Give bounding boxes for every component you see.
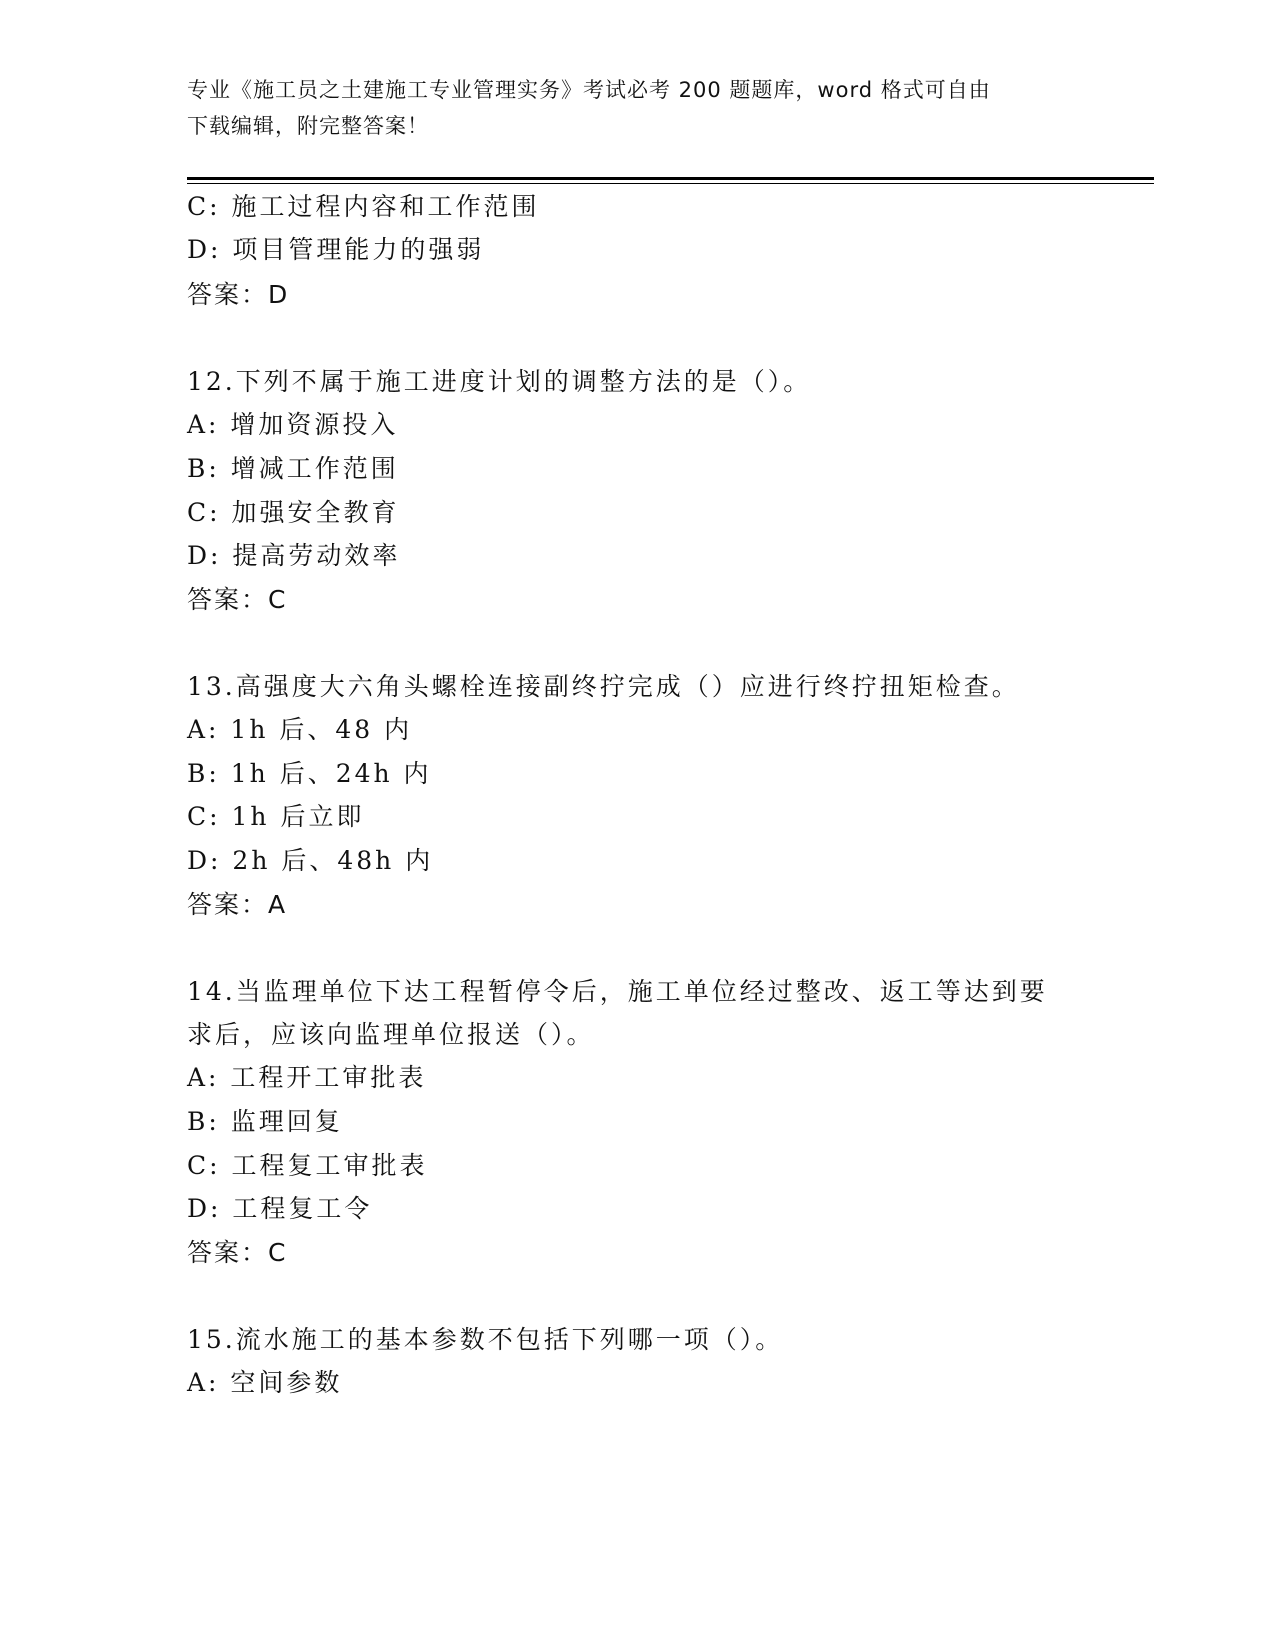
q14-question-line-2: 求后，应该向监理单位报送（）。 bbox=[187, 1020, 595, 1049]
q12-option-b: B: 增减工作范围 bbox=[187, 454, 399, 483]
q13-option-b: B: 1h 后、24h 内 bbox=[187, 759, 432, 788]
q13-question: 13.高强度大六角头螺栓连接副终拧完成（）应进行终拧扭矩检查。 bbox=[187, 672, 1020, 701]
q14-option-a: A: 工程开工审批表 bbox=[187, 1063, 427, 1092]
q15-question: 15.流水施工的基本参数不包括下列哪一项（）。 bbox=[187, 1325, 784, 1354]
q12-answer: 答案：C bbox=[187, 585, 288, 614]
header-line-2: 下载编辑，附完整答案！ bbox=[187, 114, 429, 138]
header-divider-thick bbox=[187, 177, 1154, 180]
header-line-1: 专业《施工员之土建施工专业管理实务》考试必考 200 题题库，word 格式可自由 bbox=[187, 78, 991, 102]
q13-option-d: D: 2h 后、48h 内 bbox=[187, 846, 434, 875]
q13-option-a: A: 1h 后、48 内 bbox=[187, 715, 413, 744]
q14-answer: 答案：C bbox=[187, 1238, 288, 1267]
q14-option-c: C: 工程复工审批表 bbox=[187, 1151, 428, 1180]
document-header bbox=[187, 72, 1087, 144]
q12-question: 12.下列不属于施工进度计划的调整方法的是（）。 bbox=[187, 367, 812, 396]
q11-option-d: D: 项目管理能力的强弱 bbox=[187, 235, 485, 264]
q12-option-c: C: 加强安全教育 bbox=[187, 498, 400, 527]
q14-option-d: D: 工程复工令 bbox=[187, 1194, 373, 1223]
q13-option-c: C: 1h 后立即 bbox=[187, 802, 365, 831]
q11-option-c: C: 施工过程内容和工作范围 bbox=[187, 192, 540, 221]
q12-option-a: A: 增加资源投入 bbox=[187, 410, 399, 439]
header-divider-thin bbox=[187, 183, 1154, 184]
q15-option-a: A: 空间参数 bbox=[187, 1368, 343, 1397]
q14-question-line-1: 14.当监理单位下达工程暂停令后，施工单位经过整改、返工等达到要 bbox=[187, 977, 1048, 1006]
q14-option-b: B: 监理回复 bbox=[187, 1107, 343, 1136]
q11-answer: 答案：D bbox=[187, 280, 290, 309]
q13-answer: 答案：A bbox=[187, 890, 288, 919]
q12-option-d: D: 提高劳动效率 bbox=[187, 541, 401, 570]
